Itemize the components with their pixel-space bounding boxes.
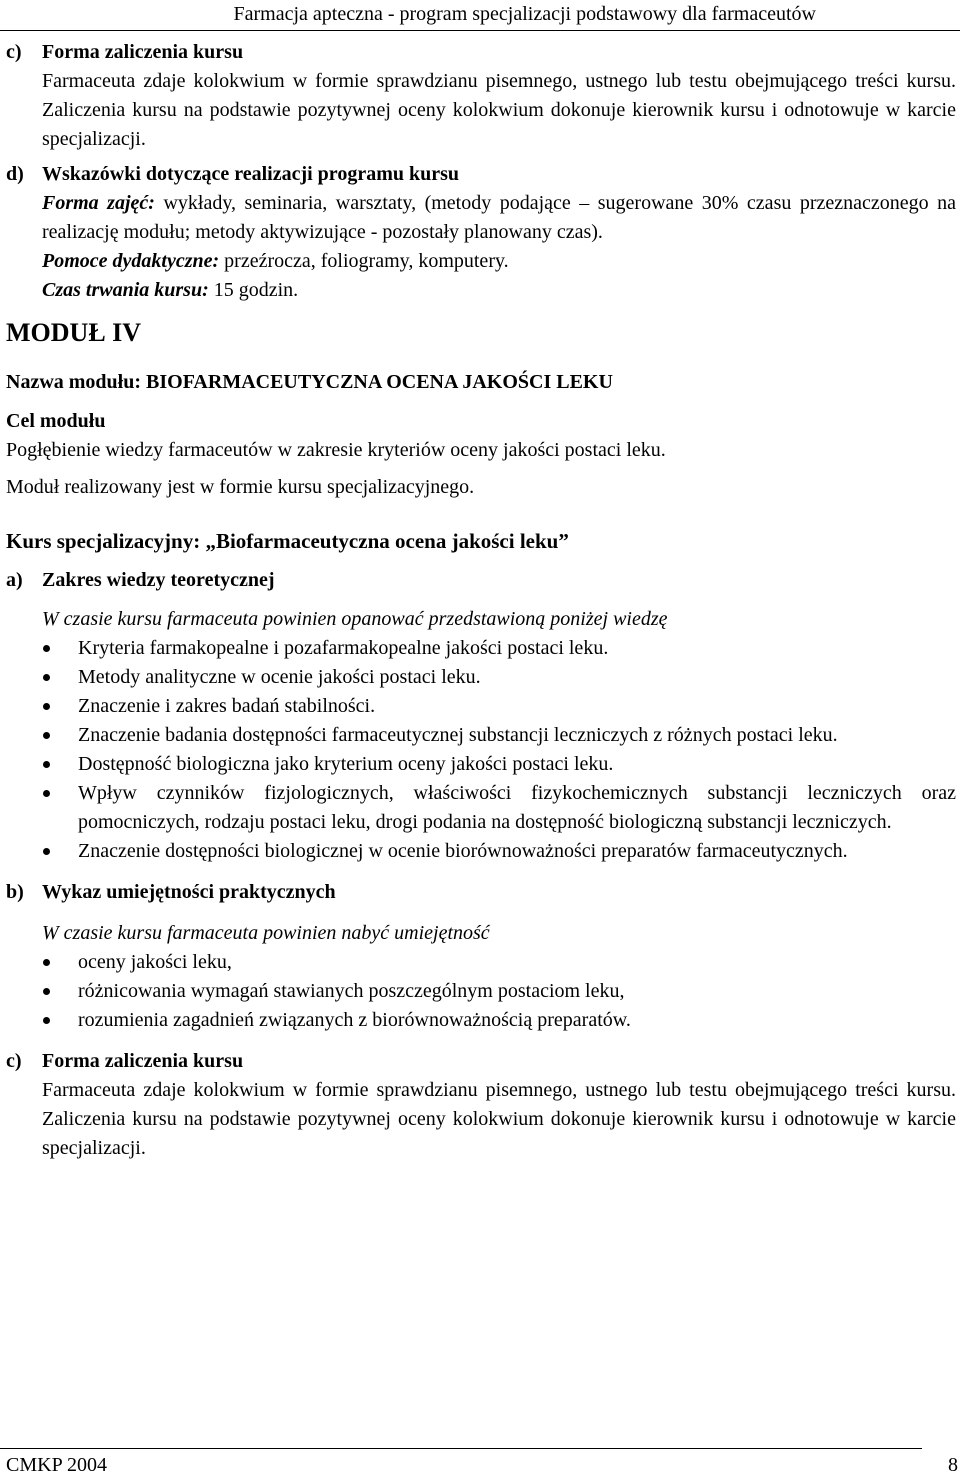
list-item: Znaczenie dostępności biologicznej w ocenie biorównoważności preparatów farmaceutycznych. [42, 837, 956, 866]
module-realization: Moduł realizowany jest w formie kursu specjalizacyjnego. [6, 476, 475, 498]
section-text: Farmaceuta zdaje kolokwium w formie sprawdzianu pisemnego, ustnego lub testu obejmującego treści kursu. Zaliczenia kursu na podstawie pozytywnej oceny kolokwium dokonuje kierownik kursu i odnotowuje w karcie specjalizacji. [42, 70, 956, 150]
section-heading [6, 1047, 956, 1076]
list-item: Znaczenie i zakres badań stabilności. [42, 692, 956, 721]
page-number: 8 [948, 1454, 958, 1476]
list-item: Metody analityczne w ocenie jakości postaci leku. [42, 663, 956, 692]
module-name [6, 368, 956, 397]
list-item: oceny jakości leku, [42, 948, 956, 977]
forma-zajec [6, 189, 956, 247]
section-heading [6, 878, 956, 907]
module-name-label: Nazwa modułu: [6, 371, 142, 393]
section-text: Farmaceuta zdaje kolokwium w formie sprawdzianu pisemnego, ustnego lub testu obejmującego treści kursu. Zaliczenia kursu na podstawie pozytywnej oceny kolokwium dokonuje kierownik kursu i odnotowuje w karcie specjalizacji. [42, 1079, 956, 1159]
section-b [6, 878, 956, 1035]
section-c-bottom [6, 1047, 956, 1163]
list-item: Dostępność biologiczna jako kryterium oceny jakości postaci leku. [42, 750, 956, 779]
list-item: rozumienia zagadnień związanych z biorównoważnością preparatów. [42, 1006, 956, 1035]
module-heading: MODUŁ IV [6, 318, 142, 347]
section-intro: W czasie kursu farmaceuta powinien nabyć umiejętność [42, 922, 490, 944]
goal-heading: Cel modułu [6, 410, 106, 432]
section-title: Wskazówki dotyczące realizacji programu kursu [42, 163, 460, 185]
section-title: Wykaz umiejętności praktycznych [42, 881, 336, 903]
page-content [6, 38, 956, 1163]
goal-text: Pogłębienie wiedzy farmaceutów w zakresie kryteriów oceny jakości postaci leku. [6, 439, 666, 461]
module-name-value: BIOFARMACEUTYCZNA OCENA JAKOŚCI LEKU [146, 371, 613, 393]
header-rule [0, 30, 960, 31]
section-intro: W czasie kursu farmaceuta powinien opanować przedstawioną poniżej wiedzę [42, 608, 668, 630]
section-marker: d) [6, 163, 24, 185]
list-item: Znaczenie badania dostępności farmaceutycznej substancji leczniczych z różnych postaci leku. [42, 721, 956, 750]
course-heading: Kurs specjalizacyjny: „Biofarmaceutyczna ocena jakości leku” [6, 529, 569, 553]
section-marker: c) [6, 1050, 22, 1072]
knowledge-list [6, 634, 956, 866]
pomoce-text: przeźrocza, foliogramy, komputery. [224, 250, 509, 272]
czas-trwania [6, 276, 956, 305]
forma-text: wykłady, seminaria, warsztaty, (metody podające – sugerowane 30% czasu przeznaczonego na realizację modułu; metody aktywizujące - pozostały planowany czas). [42, 192, 957, 243]
running-header: Farmacja apteczna - program specjalizacji podstawowy dla farmaceutów [233, 3, 816, 25]
list-item: Kryteria farmakopealne i pozafarmakopealne jakości postaci leku. [42, 634, 956, 663]
section-title: Forma zaliczenia kursu [42, 41, 244, 63]
section-heading [6, 38, 956, 67]
footer-rule [0, 1448, 922, 1449]
section-a [6, 566, 956, 866]
list-item: Wpływ czynników fizjologicznych, właściwości fizykochemicznych substancji leczniczych oraz pomocniczych, rodzaju postaci leku, drogi podania na dostępność biologiczną substancji leczniczych. [42, 779, 956, 837]
czas-label: Czas trwania kursu: [42, 279, 209, 301]
czas-text: 15 godzin. [213, 279, 299, 301]
pomoce-label: Pomoce dydaktyczne: [42, 250, 220, 272]
section-c-top [6, 38, 956, 154]
list-item: różnicowania wymagań stawianych poszczególnym postaciom leku, [42, 977, 956, 1006]
section-title: Zakres wiedzy teoretycznej [42, 569, 275, 591]
forma-label: Forma zajęć: [42, 192, 155, 214]
section-marker: c) [6, 41, 22, 63]
section-marker: b) [6, 881, 24, 903]
section-heading [6, 566, 956, 595]
footer-label: CMKP 2004 [6, 1454, 107, 1476]
section-heading [6, 160, 956, 189]
skills-list [6, 948, 956, 1035]
section-d [6, 160, 956, 305]
section-marker: a) [6, 569, 23, 591]
section-title: Forma zaliczenia kursu [42, 1050, 244, 1072]
pomoce-dydaktyczne [6, 247, 956, 276]
